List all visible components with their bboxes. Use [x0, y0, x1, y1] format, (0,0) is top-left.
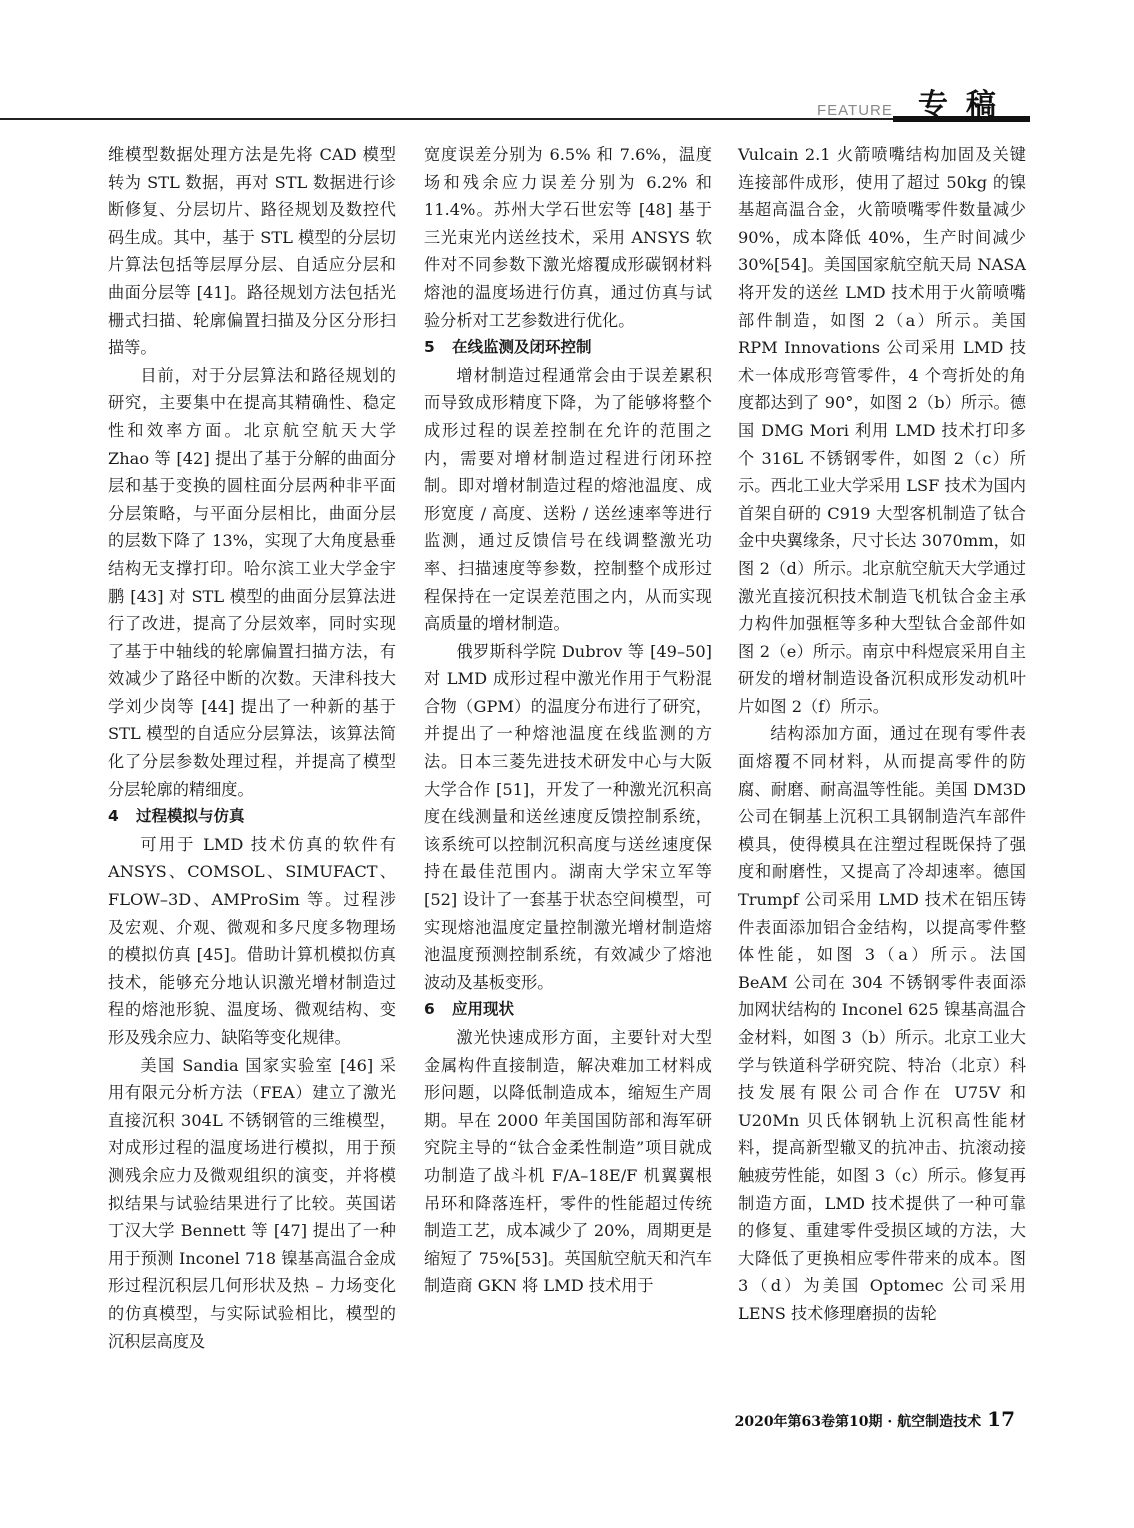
column-2 — [424, 141, 712, 1300]
paragraph: 维模型数据处理方法是先将 CAD 模型转为 STL 数据，再对 STL 数据进行诊断修复、分层切片、路径规划及数控代码生成。其中，基于 STL 模型的分层切片算法包括等层厚分层、自适应分层和曲面分层等 [41]。路径规划方法包括光栅式扫描、轮廓偏置扫描及分区分形扫描等。 — [108, 145, 396, 358]
paragraph: 增材制造过程通常会由于误差累积而导致成形精度下降，为了能够将整个成形过程的误差控制在允许的范围之内，需要对增材制造过程进行闭环控制。即对增材制造过程的熔池温度、成形宽度 / 高度、送粉 / 送丝速率等进行监测，通过反馈信号在线调整激光功率、扫描速度等参数，控制整个成形过程保持在一定误差范围之内，从而实现高质量的增材制造。 — [424, 365, 712, 634]
column-1 — [108, 141, 396, 1355]
page-footer — [735, 1407, 1015, 1431]
section-title: 专稿 — [918, 88, 1014, 123]
paragraph: 可用于 LMD 技术仿真的软件有 ANSYS、COMSOL、SIMUFACT、FLOW–3D、AMProSim 等。过程涉及宏观、介观、微观和多尺度多物理场的模拟仿真 [45]。借助计算机模拟仿真技术，能够充分地认识激光增材制造过程的熔池形貌、温度场、微观结构、变形及残余应力、缺陷等变化规律。 — [108, 834, 396, 1047]
paragraph: 激光快速成形方面，主要针对大型金属构件直接制造，解决难加工材料成形问题，以降低制造成本，缩短生产周期。早在 2000 年美国国防部和海军研究院主导的“钛合金柔性制造”项目就成功制造了战斗机 F/A–18E/F 机翼翼根吊环和降落连杆，零件的性能超过传统制造工艺，成本减少了 20%，周期更是缩短了 75%[53]。英国航空航天和汽车制造商 GKN 将 LMD 技术用于 — [424, 1028, 712, 1296]
paragraph: 俄罗斯科学院 Dubrov 等 [49–50] 对 LMD 成形过程中激光作用于气粉混合物（GPM）的温度分布进行了研究，并提出了一种熔池温度在线监测的方法。日本三菱先进技术研发中心与大阪大学合作 [51]，开发了一种激光沉积高度在线测量和送丝速度反馈控制系统，该系统可以控制沉积高度与送丝速度保持在最佳范围内。湖南大学宋立军等 [52] 设计了一套基于状态空间模型，可实现熔池温度定量控制激光增材制造熔池温度预测控制系统，有效减少了熔池波动及基板变形。 — [424, 641, 712, 992]
section-number: 6 — [424, 1000, 435, 1019]
feature-label: FEATURE — [817, 102, 893, 119]
page-number: 17 — [987, 1407, 1015, 1431]
section-heading-6 — [424, 996, 712, 1024]
paragraph: 目前，对于分层算法和路径规划的研究，主要集中在提高其精确性、稳定性和效率方面。北京航空航天大学 Zhao 等 [42] 提出了基于分解的曲面分层和基于变换的圆柱面分层两种非平面分层策略，与平面分层相比，曲面分层的层数下降了 13%，实现了大角度悬垂结构无支撑打印。哈尔滨工业大学金宇鹏 [43] 对 STL 模型的曲面分层算法进行了改进，提高了分层效率，同时实现了基于中轴线的轮廓偏置扫描方法，有效减少了路径中断的次数。天津科技大学刘少岗等 [44] 提出了一种新的基于 STL 模型的自适应分层算法，该算法简化了分层参数处理过程，并提高了模型分层轮廓的精细度。 — [108, 365, 396, 799]
paragraph: Vulcain 2.1 火箭喷嘴结构加固及关键连接部件成形，使用了超过 50kg 的镍基超高温合金，火箭喷嘴零件数量减少 90%，成本降低 40%，生产时间减少 30%[54]。美国国家航空航天局 NASA 将开发的送丝 LMD 技术用于火箭喷嘴部件制造，如图 2（a）所示。美国 RPM Innovations 公司采用 LMD 技术一体成形弯管零件，4 个弯折处的角度都达到了 90°，如图 2（b）所示。德国 DMG Mori 利用 LMD 技术打印多个 316L 不锈钢零件，如图 2（c）所示。西北工业大学采用 LSF 技术为国内首架自研的 C919 大型客机制造了钛合金中央翼缘条，尺寸长达 3070mm，如图 2（d）所示。北京航空航天大学通过激光直接沉积技术制造飞机钛合金主承力构件加强框等多种大型钛合金部件如图 2（e）所示。南京中科煜宸采用自主研发的增材制造设备沉积成形发动机叶片如图 2（f）所示。 — [738, 145, 1026, 716]
section-number: 4 — [108, 807, 119, 826]
paragraph: 结构添加方面，通过在现有零件表面熔覆不同材料，从而提高零件的防腐、耐磨、耐高温等性能。美国 DM3D 公司在铜基上沉积工具钢制造汽车部件模具，使得模具在注塑过程既保持了强度和耐磨性，又提高了冷却速率。德国 Trumpf 公司采用 LMD 技术在铝压铸件表面添加铝合金结构，以提高零件整体性能，如图 3（a）所示。法国 BeAM 公司在 304 不锈钢零件表面添加网状结构的 Inconel 625 镍基高温合金材料，如图 3（b）所示。北京工业大学与铁道科学研究院、特冶（北京）科技发展有限公司合作在 U75V 和 U20Mn 贝氏体钢轨上沉积高性能材料，提高新型辙叉的抗冲击、抗滚动接触疲劳性能，如图 3（c）所示。修复再制造方面，LMD 技术提供了一种可靠的修复、重建零件受损区域的方法，大大降低了更换相应零件带来的成本。图 3（d）为美国 Optomec 公司采用 LENS 技术修理磨损的齿轮 — [738, 724, 1026, 1323]
column-3 — [738, 141, 1026, 1328]
section-heading-4 — [108, 803, 396, 831]
paragraph: 美国 Sandia 国家实验室 [46] 采用有限元分析方法（FEA）建立了激光直接沉积 304L 不锈钢管的三维模型，对成形过程的温度场进行模拟，用于预测残余应力及微观组织的演变，并将模拟结果与试验结果进行了比较。英国诺丁汉大学 Bennett 等 [47] 提出了一种用于预测 Inconel 718 镍基高温合金成形过程沉积层几何形状及热 – 力场变化的仿真模型，与实际试验相比，模型的沉积层高度及 — [108, 1055, 396, 1351]
journal-info: 2020年第63卷第10期 · 航空制造技术 — [734, 1414, 982, 1430]
paragraph: 宽度误差分别为 6.5% 和 7.6%，温度场和残余应力误差分别为 6.2% 和 11.4%。苏州大学石世宏等 [48] 基于三光束光内送丝技术，采用 ANSYS 软件对不同参数下激光熔覆成形碳钢材料熔池的温度场进行仿真，通过仿真与试验分析对工艺参数进行优化。 — [424, 145, 712, 330]
section-heading-text: 在线监测及闭环控制 — [452, 338, 592, 357]
section-heading-text: 应用现状 — [452, 1000, 515, 1019]
section-heading-text: 过程模拟与仿真 — [136, 807, 245, 826]
section-number: 5 — [424, 338, 435, 357]
section-heading-5 — [424, 334, 712, 362]
